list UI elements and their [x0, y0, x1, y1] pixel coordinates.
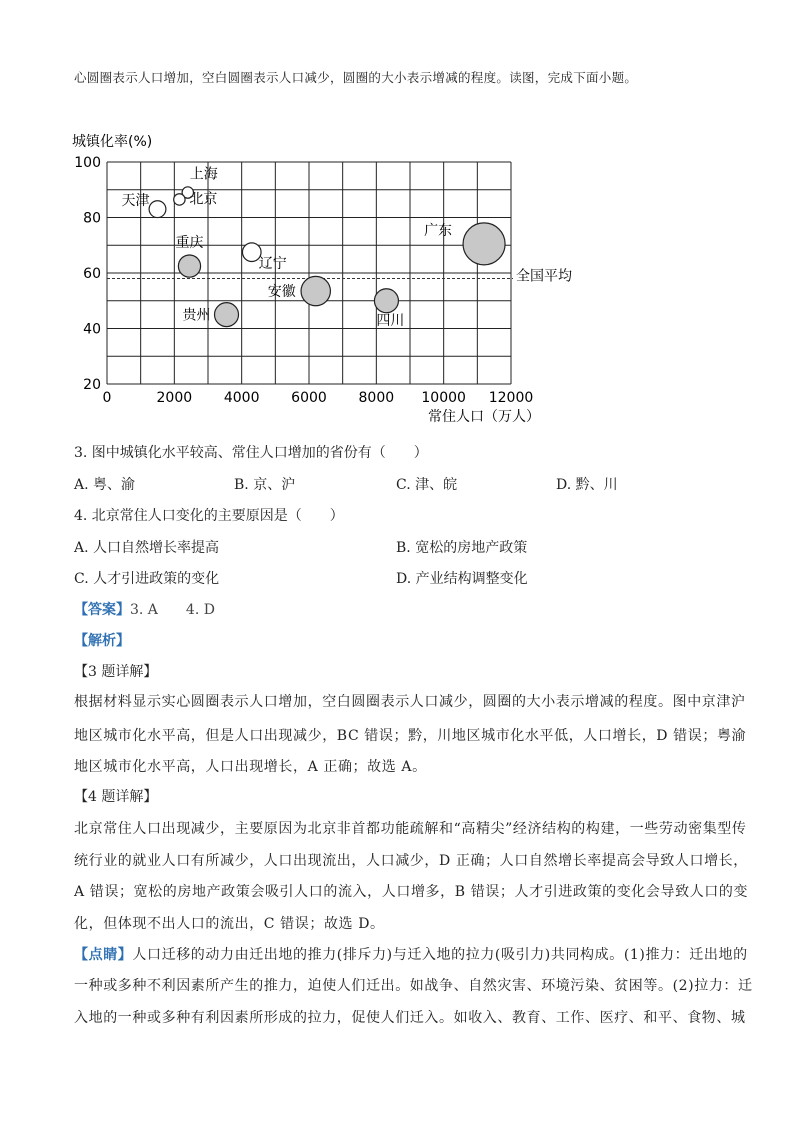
answer-text: 3. A 4. D [130, 602, 215, 618]
y-tick-label: 40 [83, 321, 101, 338]
national-average-label: 全国平均 [516, 268, 572, 285]
province-label: 上海 [189, 166, 218, 183]
province-point [149, 201, 166, 218]
q4-option-a: A. 人口自然增长率提高 [74, 540, 220, 556]
tip-line: 一种或多种不利因素所产生的推力，迫使人们迁出。如战争、自然灾害、环境污染、贫困等。(2)拉力：迁 [74, 978, 753, 994]
detail-3-line: 根据材料显示实心圆圈表示人口增加，空白圆圈表示人口减少，圆圈的大小表示增减的程度。图中京津沪 [74, 694, 746, 710]
q3-option-b: B. 京、沪 [234, 477, 296, 493]
province-point [215, 303, 239, 327]
y-tick-label: 20 [83, 377, 101, 393]
x-tick-label: 2000 [156, 390, 193, 406]
province-point [174, 194, 185, 205]
province-point [301, 276, 330, 305]
province-label: 天津 [121, 193, 150, 210]
detail-3-line: 地区城市化水平高，但是人口出现减少，BC 错误；黔，川地区城市化水平低，人口增长，D 错误；粤渝 [74, 728, 747, 744]
tip-tag: 【点睛】 [74, 947, 133, 963]
detail-3-line: 地区城市化水平高，人口出现增长，A 正确；故选 A。 [74, 759, 427, 775]
province-label: 贵州 [182, 307, 211, 324]
q4-option-d: D. 产业结构调整变化 [396, 571, 528, 587]
analysis-tag: 【解析】 [74, 633, 130, 649]
province-label: 辽宁 [258, 256, 287, 273]
tip-first-text: 人口迁移的动力由迁出地的推力(排斥力)与迁入地的拉力(吸引力)共同构成。(1)推力：迁出地的 [132, 947, 748, 963]
tip-line: 入地的一种或多种有利因素所形成的拉力，促使人们迁入。如收入、教育、工作、医疗、和平、食物、城 [74, 1010, 746, 1026]
x-axis-title: 常住人口（万人） [428, 409, 540, 425]
question-3-stem: 3. 图中城镇化水平较高、常住人口增加的省份有（ ） [74, 445, 428, 461]
province-label: 重庆 [175, 235, 204, 252]
y-tick-label: 100 [74, 155, 101, 171]
province-point [178, 255, 200, 277]
y-tick-labels [74, 155, 101, 393]
detail-4-line: 化，但体现不出人口的流出，C 错误；故选 D。 [74, 916, 385, 932]
x-tick-label: 0 [102, 390, 112, 406]
question-4-stem: 4. 北京常住人口变化的主要原因是（ ） [74, 508, 344, 524]
x-tick-label: 12000 [488, 390, 534, 406]
tip-line [74, 944, 748, 964]
x-tick-label: 10000 [421, 390, 466, 406]
y-tick-label: 80 [83, 210, 101, 227]
q4-option-b: B. 宽松的房地产政策 [396, 540, 528, 556]
province-point [463, 223, 505, 265]
x-tick-label: 8000 [358, 390, 395, 406]
q3-option-c: C. 津、皖 [396, 477, 458, 493]
answer-tag: 【答案】 [74, 602, 130, 618]
province-label: 广东 [424, 222, 453, 239]
province-point [374, 289, 398, 313]
province-label: 北京 [189, 191, 218, 208]
q3-option-d: D. 黔、川 [556, 477, 618, 493]
detail-3-title: 【3 题详解】 [74, 664, 158, 680]
province-label: 四川 [376, 312, 405, 329]
chart-grid [107, 162, 511, 384]
province-points [122, 167, 506, 329]
x-tick-label: 6000 [291, 390, 327, 406]
intro-text: 心圆圈表示人口增加，空白圆圈表示人口减少，圆圈的大小表示增减的程度。读图，完成下面小题。 [74, 70, 638, 85]
q3-option-a: A. 粤、渝 [74, 477, 136, 493]
detail-4-line: A 错误；宽松的房地产政策会吸引人口的流入，人口增多，B 错误；人才引进政策的变化会导致人口的变 [74, 884, 749, 900]
x-tick-labels [103, 390, 534, 406]
answer-line [74, 599, 215, 619]
detail-4-title: 【4 题详解】 [74, 789, 158, 805]
q4-option-c: C. 人才引进政策的变化 [74, 571, 220, 587]
detail-4-line: 统行业的就业人口有所减少，人口出现流出，人口减少，D 正确；人口自然增长率提高会导致人口增长， [74, 853, 748, 869]
province-label: 安徽 [267, 284, 296, 301]
detail-4-line: 北京常住人口出现减少，主要原因为北京非首都功能疏解和“高精尖”经济结构的构建，一些劳动密集型传 [74, 821, 747, 837]
urbanization-population-chart [60, 130, 620, 430]
y-axis-title: 城镇化率(%) [72, 134, 153, 150]
y-tick-label: 60 [83, 266, 101, 282]
x-tick-label: 4000 [223, 390, 260, 406]
